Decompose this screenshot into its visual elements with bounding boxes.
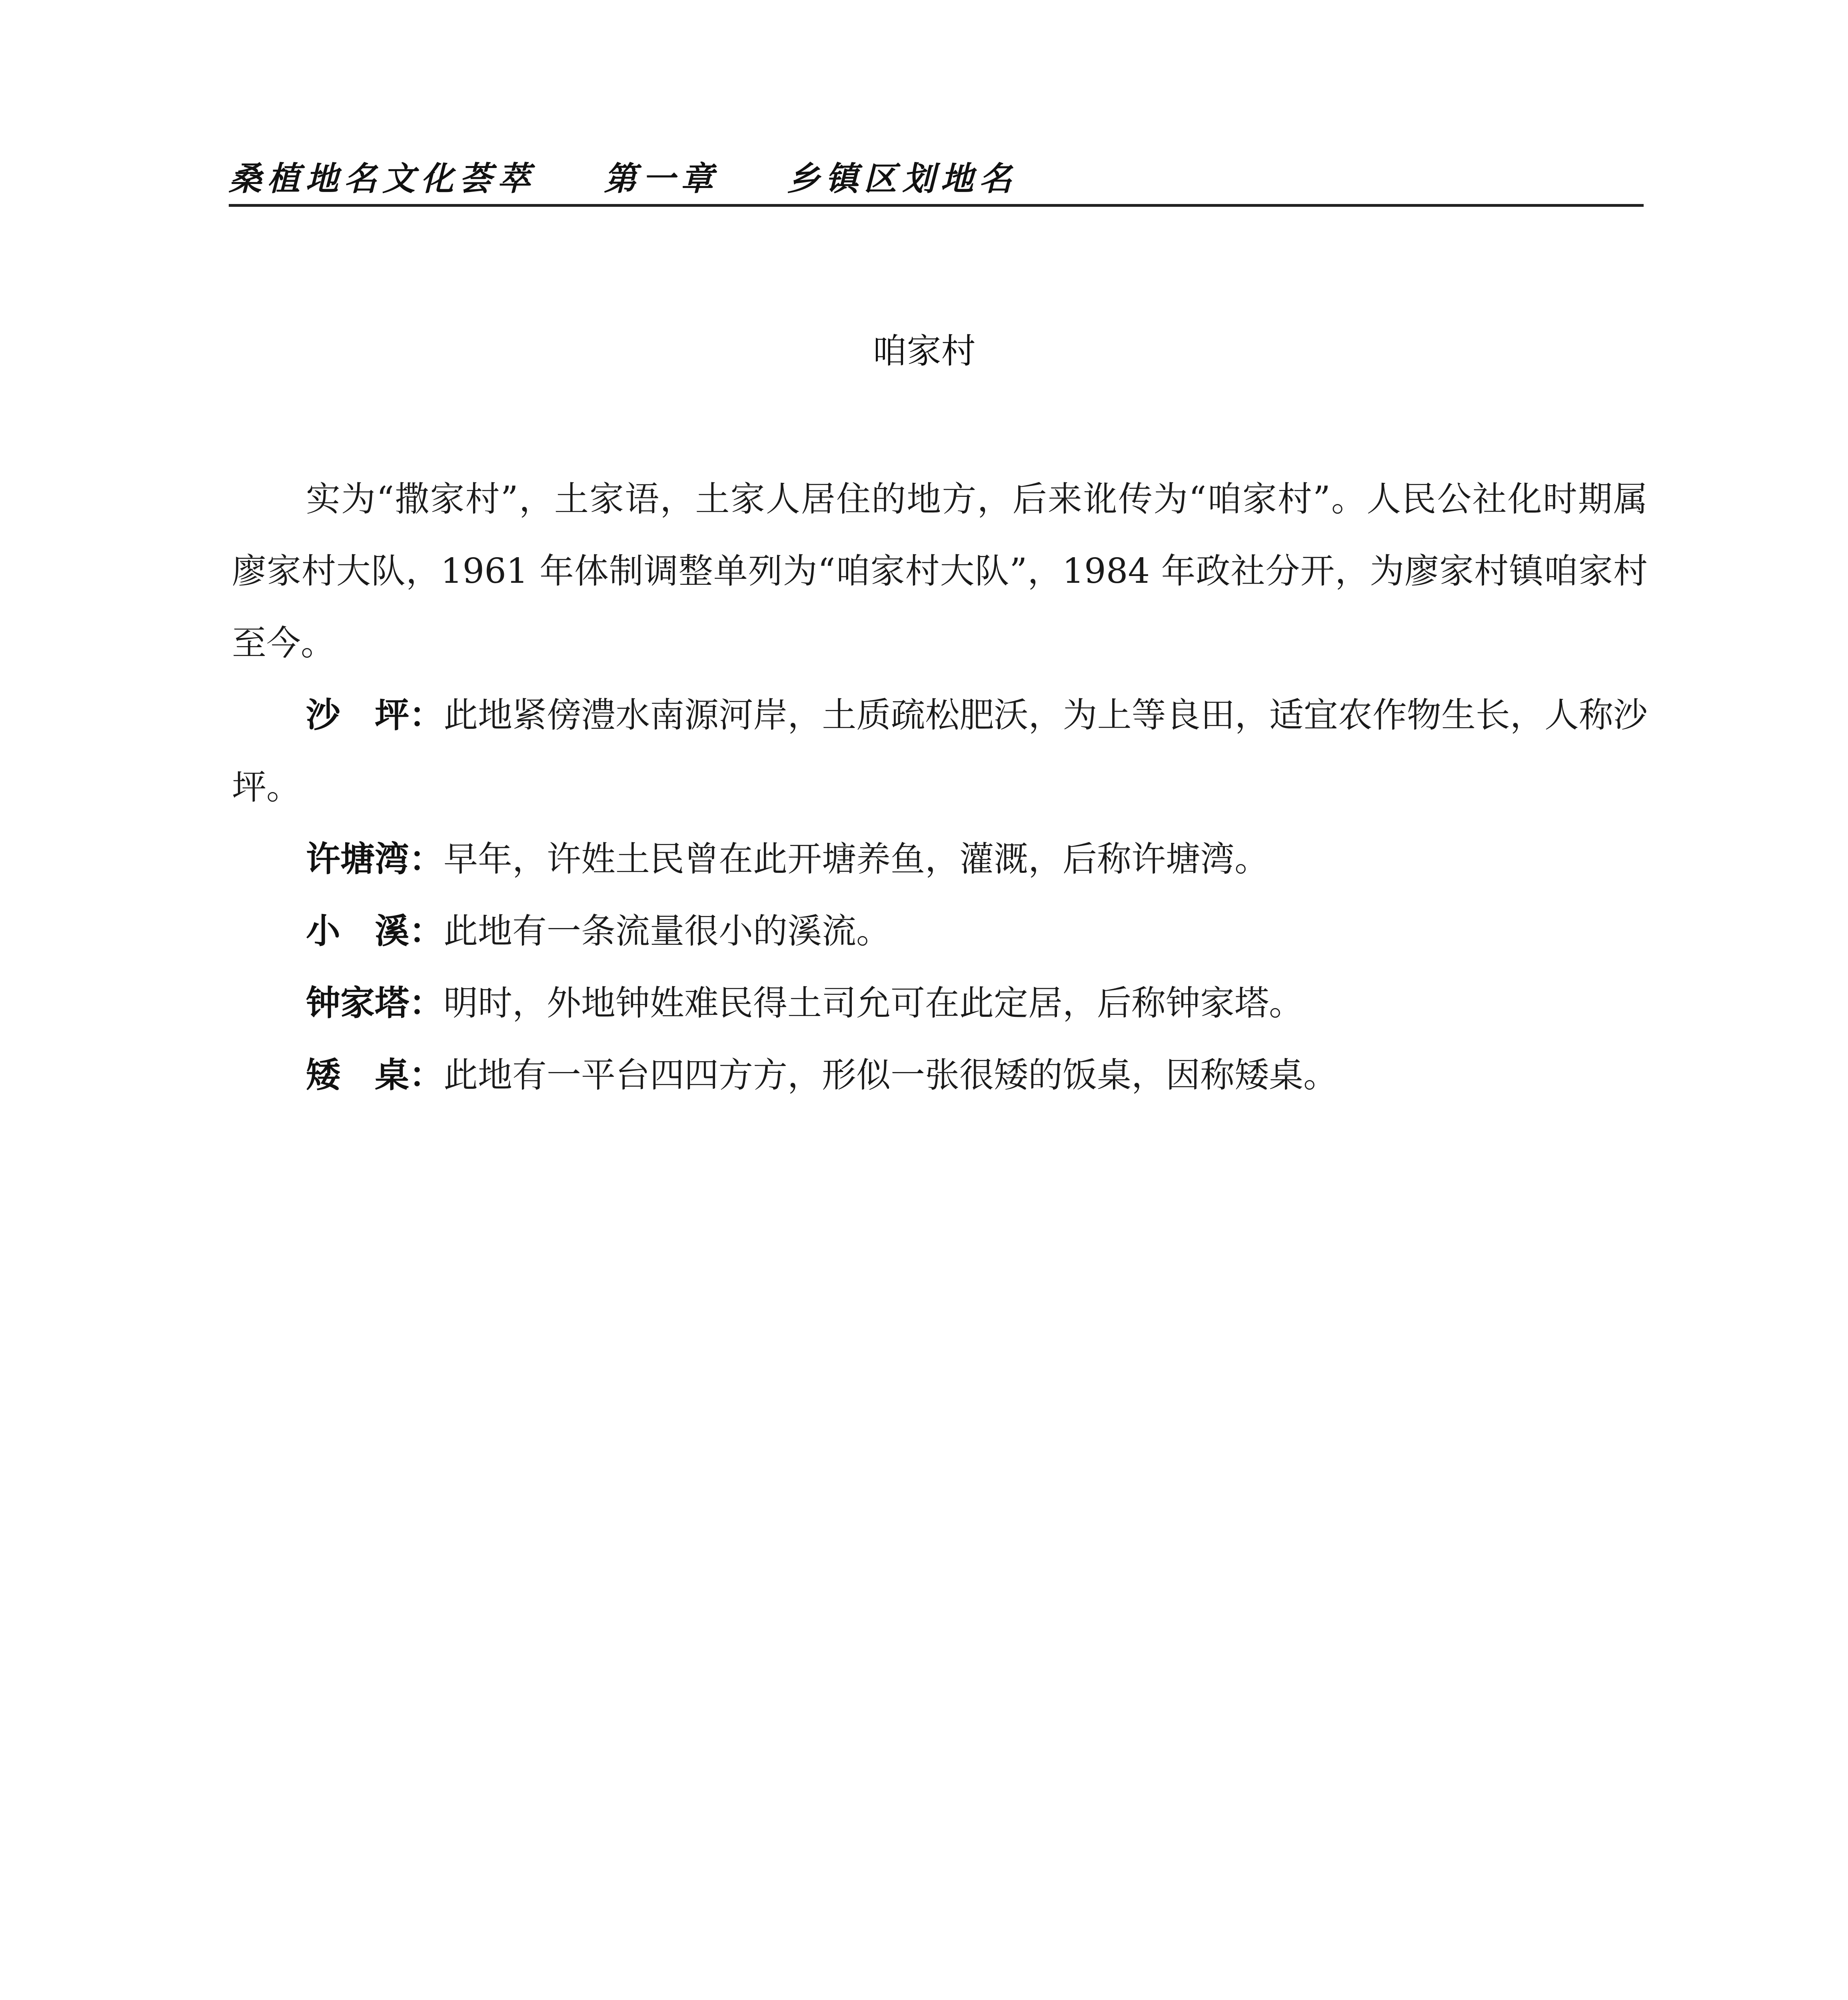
entry-xiaoxi [232,895,1648,967]
entry-xutangwan [232,823,1648,895]
entry-text: 早年，许姓土民曾在此开塘养鱼，灌溉，后称许塘湾。 [444,839,1269,879]
entry-term: 沙 坪： [306,695,444,735]
article-title: 咱家村 [872,331,976,371]
entry-zhongjiata [232,967,1648,1039]
entry-text: 明时，外地钟姓难民得土司允可在此定居，后称钟家塔。 [444,983,1303,1023]
entry-term: 矮 桌： [306,1055,444,1095]
header-section: 乡镇区划地名 [787,159,1017,198]
entry-term: 许塘湾： [306,839,444,879]
entry-term: 钟家塔： [306,983,444,1023]
header-rule [229,204,1644,207]
running-header [229,150,1017,202]
intro-paragraph: 实为“撒家村”，土家语，土家人居住的地方，后来讹传为“咱家村”。人民公社化时期属廖家村大队，1961 年体制调整单列为“咱家村大队”，1984 年政社分开，为廖家村镇咱家村至今。 [232,479,1648,663]
entry-shaping [232,679,1648,823]
entry-text: 此地有一平台四四方方，形似一张很矮的饭桌，因称矮桌。 [444,1055,1338,1095]
article-body [232,463,1648,1111]
entry-aizhuo [232,1039,1648,1111]
header-book-title: 桑植地名文化荟萃 [229,159,536,198]
header-chapter: 第一章 [604,159,719,198]
entry-text: 此地紧傍澧水南源河岸，土质疏松肥沃，为上等良田，适宜农作物生长，人称沙坪。 [232,695,1648,807]
entry-text: 此地有一条流量很小的溪流。 [444,911,891,951]
entry-term: 小 溪： [306,911,444,951]
